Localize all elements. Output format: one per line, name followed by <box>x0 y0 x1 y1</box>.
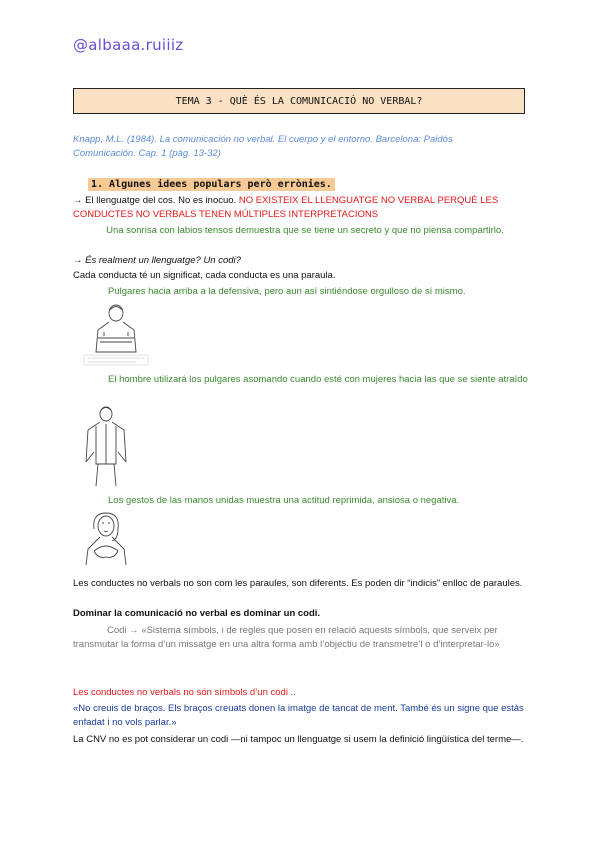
paragraph-body-language <box>73 194 528 222</box>
body-language-intro: → El llenguatge del cos. No es inocuo. <box>73 195 237 206</box>
caption-thumbs-pockets: El hombre utilizará los pulgares asomando cuando esté con mujeres hacia las que se siente atraído <box>108 374 528 385</box>
each-behaviour-word: Cada conducta té un significat, cada conducta es una paraula. <box>73 270 336 281</box>
cnv-not-code: La CNV no es pot considerar un codi —ni tampoc un llenguatge si usem la definició lingüística del terme—. <box>73 734 524 745</box>
thumbs-pockets-drawing <box>76 404 136 488</box>
section-heading-1: 1. Algunes idees populars però errònies. <box>88 178 335 191</box>
topic-title-box <box>73 88 525 114</box>
dominar-codi: Dominar la comunicació no verbal es dominar un codi. <box>73 608 321 619</box>
author-handle: @albaaa.ruiiiz <box>73 36 184 54</box>
bibliographic-reference: Knapp, M.L. (1984). La comunicación no verbal. El cuerpo y el entorno. Barcelona: Paidós Comunicación. Cap. 1 (pàg. 13-32) <box>73 134 453 159</box>
crossed-arms-quote: «No creuis de braços. Els braços creuats donen la imatge de tancat de ment. També és un signe que estàs enfadat i no vols parlar.» <box>73 703 524 728</box>
illustration-hands-clasped <box>76 509 136 567</box>
caption-hands-clasped: Los gestos de las manos unidas muestra una actitud reprimida, ansiosa o negativa. <box>108 495 460 506</box>
illustration-thumbs-pockets <box>76 404 136 488</box>
topic-title: TEMA 3 - QUÈ ÉS LA COMUNICACIÓ NO VERBAL? <box>175 95 423 107</box>
question-language-code: → És realment un llenguatge? Un codi? <box>73 255 241 266</box>
hands-clasped-drawing <box>76 509 136 567</box>
illustration-thumbs-defensive <box>76 300 156 368</box>
smile-example: Una sonrisa con labios tensos demuestra que se tiene un secreto y que no piensa compartirlo. <box>106 225 504 236</box>
paragraph-indicis: Les conductes no verbals no son com les paraules, son diferents. Es poden dir “indicis” enlloc de paraules. <box>73 578 523 589</box>
caption-thumbs-up: Pulgares hacia arriba a la defensiva, pero aun así sintiéndose orgulloso de sí mismo. <box>108 286 466 297</box>
thumbs-defensive-drawing <box>76 300 156 368</box>
code-definition: Codi → «Sistema símbols, i de regles que posen en relació aquests símbols, que serveix per transmutar la forma d’un missatge en una altra forma amb l’objectiu de transmetre’l o d’interpretar-lo» <box>73 625 500 650</box>
no-nonverbal-language-claim: NO EXISTEIX EL LLENGUATGE NO VERBAL PERQUÈ LES CONDUCTES NO VERBALS TENEN MÚLTIPLES INTERPRETACIONS <box>73 195 499 220</box>
nonverbal-not-symbols: Les conductes no verbals no són símbols d’un codi .. <box>73 687 296 698</box>
